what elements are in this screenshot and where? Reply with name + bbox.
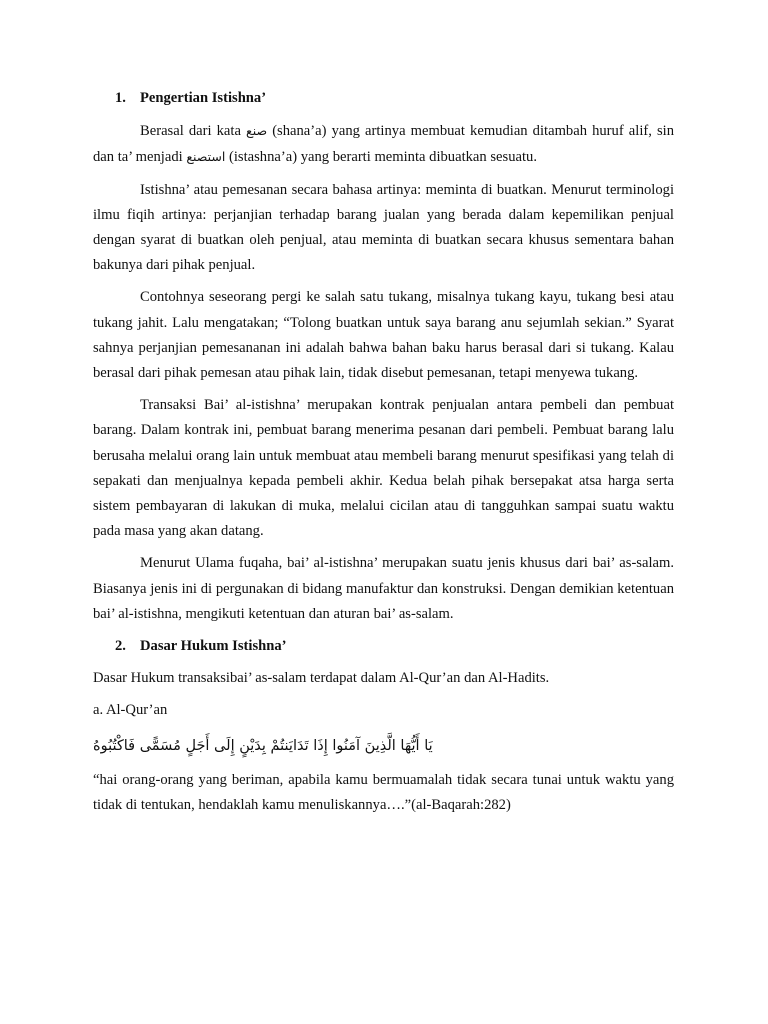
paragraph-text: (shana’a) yang artinya membuat kemudian ditambah huruf alif, sin dan ta’ menjadi — [93, 123, 675, 166]
paragraph-ulama: Menurut Ulama fuqaha, bai’ al-istishna’ merupakan suatu jenis khusus dari bai’ as-salam. Biasanya jenis ini di pergunakan di bidang manufaktur dan konstruksi. Dengan demikian ketentuan bai’ al-istishna, mengikuti ketentuan dan aturan bai’ as-salam. — [93, 555, 674, 622]
section-number: 2. — [115, 638, 126, 655]
paragraph-text: Berasal dari kata — [140, 123, 247, 140]
section-title: Dasar Hukum Istishna’ — [140, 638, 287, 655]
quran-verse: يَا أَيُّهَا الَّذِينَ آمَنُوا إِذَا تَدَايَنتُمْ بِدَيْنٍ إِلَى أَجَلٍ مُسَمًّى فَاكْتُبُوهُ — [93, 737, 433, 754]
paragraph-etymology — [93, 118, 674, 170]
section-heading-pengertian — [93, 86, 674, 111]
subheading-al-quran: a. Al-Qur’an — [93, 702, 168, 719]
document-page — [93, 86, 674, 825]
verse-translation: “hai orang-orang yang beriman, apabila kamu bermuamalah tidak secara tunai untuk waktu yang tidak di tentukan, hendaklah kamu menuliskannya….”(al-Baqarah:282) — [93, 771, 674, 813]
paragraph-text: (istashna’a) yang berarti meminta dibuatkan sesuatu. — [225, 149, 537, 166]
paragraph-intro: Dasar Hukum transaksibai’ as-salam terdapat dalam Al-Qur’an dan Al-Hadits. — [93, 670, 550, 687]
paragraph-definition: Istishna’ atau pemesanan secara bahasa artinya: meminta di buatkan. Menurut terminologi ilmu fiqih artinya: perjanjian terhadap barang jualan yang berada dalam kepemilikan penjual dengan syarat di buatkan oleh penjual, atau meminta di buatkan secara khusus sementara bahan bakunya dari pihak penjual. — [93, 181, 674, 274]
paragraph-transaction: Transaksi Bai’ al-istishna’ merupakan kontrak penjualan antara pembeli dan pembuat barang. Dalam kontrak ini, pembuat barang menerima pesanan dari pembeli. Pembuat barang lalu berusaha melalui orang lain untuk membuat atau membeli barang menurut spesifikasi yang telah di sepakati dan menjualnya kepada pembeli akhir. Kedua belah pihak bersepakat atsa harga serta sistem pembayaran di lakukan di muka, melalui cicilan atau di tangguhkan sampai suatu waktu pada masa yang akan datang. — [93, 397, 674, 540]
arabic-word: ﺍﺳﺘﺼﻨﻊ — [186, 149, 226, 165]
section-title: Pengertian Istishna’ — [140, 90, 267, 106]
section-heading-dasar-hukum — [93, 634, 674, 659]
paragraph-example: Contohnya seseorang pergi ke salah satu tukang, misalnya tukang kayu, tukang besi atau tukang jahit. Lalu mengatakan; “Tolong buatkan untuk saya barang anu sejumlah sekian.” Syarat sahnya perjanjian pemesananan ini adalah bahwa bahan baku harus berasal dari si tukang. Kalau berasal dari pihak pemesan atau pihak lain, tidak disebut pemesanan, tetapi menyewa tukang. — [93, 289, 674, 382]
section-number: 1. — [115, 90, 126, 106]
arabic-word: صنع — [246, 123, 268, 139]
